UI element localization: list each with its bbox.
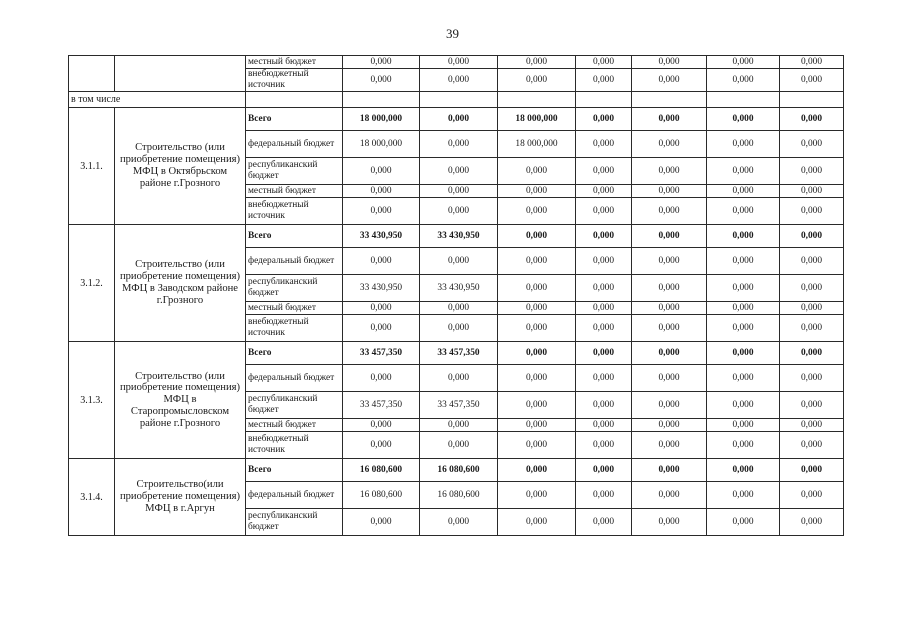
value-cell: 0,000 bbox=[343, 432, 420, 459]
funding-source: местный бюджет bbox=[246, 419, 343, 432]
value-cell: 0,000 bbox=[707, 482, 780, 509]
value-cell: 0,000 bbox=[420, 432, 498, 459]
funding-source: федеральный бюджет bbox=[246, 248, 343, 275]
value-cell: 0,000 bbox=[576, 392, 632, 419]
title-cell bbox=[115, 56, 246, 92]
table-row bbox=[69, 459, 844, 482]
value-cell: 0,000 bbox=[707, 56, 780, 69]
value-cell: 0,000 bbox=[707, 275, 780, 302]
value-cell: 0,000 bbox=[780, 509, 844, 536]
funding-source: федеральный бюджет bbox=[246, 131, 343, 158]
value-cell: 0,000 bbox=[707, 225, 780, 248]
value-cell: 0,000 bbox=[707, 302, 780, 315]
value-cell: 0,000 bbox=[707, 459, 780, 482]
empty-cell bbox=[576, 92, 632, 108]
value-cell: 0,000 bbox=[498, 459, 576, 482]
value-cell: 0,000 bbox=[343, 198, 420, 225]
value-cell: 0,000 bbox=[576, 275, 632, 302]
value-cell: 0,000 bbox=[343, 248, 420, 275]
funding-source: внебюджетный источник bbox=[246, 315, 343, 342]
value-cell: 0,000 bbox=[632, 459, 707, 482]
budget-table bbox=[68, 55, 844, 536]
value-cell: 33 430,950 bbox=[420, 275, 498, 302]
value-cell: 0,000 bbox=[498, 198, 576, 225]
value-cell: 0,000 bbox=[632, 198, 707, 225]
table-row bbox=[69, 342, 844, 365]
page-number: 39 bbox=[446, 26, 459, 41]
value-cell: 0,000 bbox=[343, 158, 420, 185]
value-cell: 0,000 bbox=[632, 275, 707, 302]
value-cell: 0,000 bbox=[780, 108, 844, 131]
value-cell: 0,000 bbox=[576, 459, 632, 482]
empty-cell bbox=[246, 92, 343, 108]
value-cell: 0,000 bbox=[343, 56, 420, 69]
value-cell: 0,000 bbox=[498, 225, 576, 248]
table-row bbox=[69, 225, 844, 248]
funding-source: внебюджетный источник bbox=[246, 198, 343, 225]
value-cell: 16 080,600 bbox=[420, 459, 498, 482]
value-cell: 0,000 bbox=[576, 432, 632, 459]
value-cell: 0,000 bbox=[632, 108, 707, 131]
value-cell: 0,000 bbox=[707, 198, 780, 225]
value-cell: 0,000 bbox=[707, 315, 780, 342]
value-cell: 0,000 bbox=[343, 315, 420, 342]
value-cell: 0,000 bbox=[498, 158, 576, 185]
value-cell: 0,000 bbox=[632, 432, 707, 459]
value-cell: 0,000 bbox=[420, 419, 498, 432]
value-cell: 0,000 bbox=[343, 419, 420, 432]
funding-source: внебюджетный источник bbox=[246, 69, 343, 92]
project-code: 3.1.2. bbox=[69, 225, 115, 342]
value-cell: 0,000 bbox=[780, 432, 844, 459]
value-cell: 0,000 bbox=[632, 315, 707, 342]
value-cell: 0,000 bbox=[780, 419, 844, 432]
value-cell: 0,000 bbox=[420, 131, 498, 158]
value-cell: 0,000 bbox=[780, 131, 844, 158]
value-cell: 0,000 bbox=[498, 342, 576, 365]
value-cell: 0,000 bbox=[576, 225, 632, 248]
value-cell: 0,000 bbox=[707, 108, 780, 131]
value-cell: 0,000 bbox=[576, 482, 632, 509]
funding-source: внебюджетный источник bbox=[246, 432, 343, 459]
value-cell: 0,000 bbox=[707, 419, 780, 432]
funding-source: Всего bbox=[246, 108, 343, 131]
value-cell: 0,000 bbox=[498, 248, 576, 275]
value-cell: 0,000 bbox=[780, 158, 844, 185]
value-cell: 0,000 bbox=[420, 198, 498, 225]
value-cell: 0,000 bbox=[343, 365, 420, 392]
code-cell bbox=[69, 56, 115, 92]
value-cell: 0,000 bbox=[498, 56, 576, 69]
value-cell: 0,000 bbox=[632, 69, 707, 92]
funding-source: федеральный бюджет bbox=[246, 482, 343, 509]
value-cell: 0,000 bbox=[576, 198, 632, 225]
funding-source: республиканский бюджет bbox=[246, 509, 343, 536]
funding-source: местный бюджет bbox=[246, 302, 343, 315]
value-cell: 0,000 bbox=[632, 342, 707, 365]
value-cell: 0,000 bbox=[780, 342, 844, 365]
value-cell: 0,000 bbox=[420, 108, 498, 131]
value-cell: 0,000 bbox=[576, 302, 632, 315]
funding-source: республиканский бюджет bbox=[246, 392, 343, 419]
project-title: Строительство(или приобретение помещения) МФЦ в г.Аргун bbox=[115, 459, 246, 536]
value-cell: 0,000 bbox=[780, 69, 844, 92]
empty-cell bbox=[420, 92, 498, 108]
value-cell: 0,000 bbox=[707, 158, 780, 185]
value-cell: 0,000 bbox=[420, 158, 498, 185]
value-cell: 16 080,600 bbox=[420, 482, 498, 509]
value-cell: 0,000 bbox=[420, 69, 498, 92]
value-cell: 0,000 bbox=[780, 225, 844, 248]
value-cell: 0,000 bbox=[632, 158, 707, 185]
project-title: Строительство (или приобретение помещения) МФЦ в Октябрьском районе г.Грозного bbox=[115, 108, 246, 225]
value-cell: 0,000 bbox=[780, 365, 844, 392]
value-cell: 33 430,950 bbox=[343, 225, 420, 248]
value-cell: 0,000 bbox=[632, 185, 707, 198]
value-cell: 0,000 bbox=[576, 131, 632, 158]
value-cell: 0,000 bbox=[420, 315, 498, 342]
value-cell: 0,000 bbox=[707, 69, 780, 92]
value-cell: 0,000 bbox=[780, 392, 844, 419]
value-cell: 0,000 bbox=[632, 56, 707, 69]
value-cell: 0,000 bbox=[420, 185, 498, 198]
empty-cell bbox=[632, 92, 707, 108]
value-cell: 18 000,000 bbox=[343, 131, 420, 158]
empty-cell bbox=[707, 92, 780, 108]
value-cell: 0,000 bbox=[498, 275, 576, 302]
value-cell: 0,000 bbox=[420, 365, 498, 392]
funding-source: местный бюджет bbox=[246, 185, 343, 198]
value-cell: 0,000 bbox=[576, 509, 632, 536]
empty-cell bbox=[498, 92, 576, 108]
value-cell: 33 457,350 bbox=[420, 392, 498, 419]
value-cell: 0,000 bbox=[343, 509, 420, 536]
value-cell: 0,000 bbox=[576, 185, 632, 198]
value-cell: 33 457,350 bbox=[420, 342, 498, 365]
value-cell: 0,000 bbox=[498, 365, 576, 392]
value-cell: 0,000 bbox=[343, 302, 420, 315]
value-cell: 0,000 bbox=[632, 392, 707, 419]
value-cell: 0,000 bbox=[707, 248, 780, 275]
value-cell: 0,000 bbox=[707, 131, 780, 158]
table-row bbox=[69, 108, 844, 131]
value-cell: 0,000 bbox=[420, 56, 498, 69]
value-cell: 0,000 bbox=[420, 509, 498, 536]
value-cell: 33 457,350 bbox=[343, 342, 420, 365]
value-cell: 0,000 bbox=[343, 185, 420, 198]
value-cell: 0,000 bbox=[632, 248, 707, 275]
subheader-label: в том числе bbox=[69, 92, 246, 108]
value-cell: 0,000 bbox=[707, 185, 780, 198]
value-cell: 0,000 bbox=[576, 56, 632, 69]
value-cell: 0,000 bbox=[632, 225, 707, 248]
value-cell: 0,000 bbox=[632, 482, 707, 509]
value-cell: 18 000,000 bbox=[498, 108, 576, 131]
value-cell: 0,000 bbox=[707, 509, 780, 536]
value-cell: 0,000 bbox=[576, 248, 632, 275]
value-cell: 0,000 bbox=[420, 248, 498, 275]
value-cell: 0,000 bbox=[498, 509, 576, 536]
value-cell: 0,000 bbox=[632, 509, 707, 536]
value-cell: 0,000 bbox=[780, 315, 844, 342]
value-cell: 18 000,000 bbox=[498, 131, 576, 158]
value-cell: 0,000 bbox=[780, 248, 844, 275]
value-cell: 0,000 bbox=[780, 56, 844, 69]
value-cell: 0,000 bbox=[632, 365, 707, 392]
value-cell: 33 457,350 bbox=[343, 392, 420, 419]
value-cell: 0,000 bbox=[780, 482, 844, 509]
value-cell: 0,000 bbox=[780, 198, 844, 225]
value-cell: 0,000 bbox=[780, 275, 844, 302]
value-cell: 0,000 bbox=[498, 482, 576, 509]
value-cell: 0,000 bbox=[498, 315, 576, 342]
value-cell: 0,000 bbox=[498, 419, 576, 432]
value-cell: 0,000 bbox=[780, 459, 844, 482]
value-cell: 0,000 bbox=[576, 158, 632, 185]
value-cell: 0,000 bbox=[632, 131, 707, 158]
value-cell: 33 430,950 bbox=[343, 275, 420, 302]
value-cell: 0,000 bbox=[343, 69, 420, 92]
value-cell: 0,000 bbox=[707, 392, 780, 419]
funding-source: местный бюджет bbox=[246, 56, 343, 69]
value-cell: 0,000 bbox=[576, 108, 632, 131]
funding-source: республиканский бюджет bbox=[246, 158, 343, 185]
value-cell: 0,000 bbox=[498, 69, 576, 92]
value-cell: 0,000 bbox=[707, 365, 780, 392]
subheader-row bbox=[69, 92, 844, 108]
value-cell: 0,000 bbox=[780, 302, 844, 315]
value-cell: 0,000 bbox=[576, 315, 632, 342]
value-cell: 0,000 bbox=[707, 342, 780, 365]
funding-source: Всего bbox=[246, 342, 343, 365]
value-cell: 0,000 bbox=[632, 302, 707, 315]
value-cell: 18 000,000 bbox=[343, 108, 420, 131]
value-cell: 33 430,950 bbox=[420, 225, 498, 248]
value-cell: 0,000 bbox=[498, 302, 576, 315]
funding-source: Всего bbox=[246, 459, 343, 482]
value-cell: 0,000 bbox=[576, 69, 632, 92]
value-cell: 0,000 bbox=[632, 419, 707, 432]
project-title: Строительство (или приобретение помещения) МФЦ в Заводском районе г.Грозного bbox=[115, 225, 246, 342]
value-cell: 0,000 bbox=[498, 392, 576, 419]
value-cell: 0,000 bbox=[420, 302, 498, 315]
empty-cell bbox=[780, 92, 844, 108]
project-code: 3.1.4. bbox=[69, 459, 115, 536]
value-cell: 0,000 bbox=[780, 185, 844, 198]
value-cell: 0,000 bbox=[576, 419, 632, 432]
empty-cell bbox=[343, 92, 420, 108]
project-code: 3.1.3. bbox=[69, 342, 115, 459]
funding-source: Всего bbox=[246, 225, 343, 248]
funding-source: республиканский бюджет bbox=[246, 275, 343, 302]
project-title: Строительство (или приобретение помещения) МФЦ в Старопромысловском районе г.Грозного bbox=[115, 342, 246, 459]
value-cell: 16 080,600 bbox=[343, 459, 420, 482]
value-cell: 0,000 bbox=[576, 365, 632, 392]
funding-source: федеральный бюджет bbox=[246, 365, 343, 392]
value-cell: 0,000 bbox=[576, 342, 632, 365]
table-row bbox=[69, 56, 844, 69]
project-code: 3.1.1. bbox=[69, 108, 115, 225]
value-cell: 0,000 bbox=[498, 432, 576, 459]
value-cell: 0,000 bbox=[707, 432, 780, 459]
value-cell: 16 080,600 bbox=[343, 482, 420, 509]
value-cell: 0,000 bbox=[498, 185, 576, 198]
